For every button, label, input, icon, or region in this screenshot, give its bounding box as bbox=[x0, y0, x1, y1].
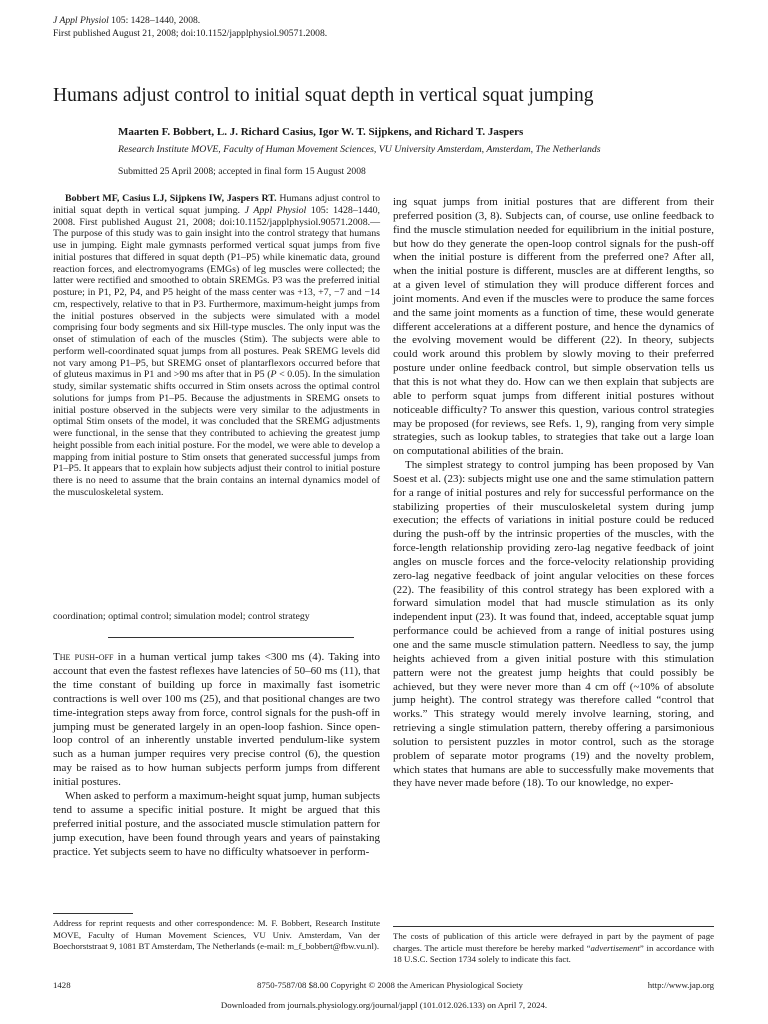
author-list: Maarten F. Bobbert, L. J. Richard Casius, Igor W. T. Sijpkens, and Richard T. Jaspers bbox=[118, 126, 524, 138]
footnote-italic: advertisement bbox=[590, 942, 640, 953]
abstract-journal: J Appl Physiol bbox=[244, 204, 307, 216]
footnote-rule-right bbox=[393, 926, 714, 927]
section-divider bbox=[108, 637, 354, 638]
abstract-text-3: < 0.05). In the simulation study, similar systematic shifts occurred in Stim onsets across the optimal control solutions for jumps from P1–P5. Because the adjustments in SREMG onsets to initial posture observed in the subjects were very similar to the adjustments in optimal Stim onsets of the model, it was concluded that the SREMG adjustments were functional, in the sense that they contributed to achieving the greatest jump height possible from each initial posture. For the model, we were able to develop a mapping from initial posture to Stim onsets that generated successful jumps from P1–P5. It appears that to explain how subjects adjust their control to initial posture there is no need to assume that the brain contains an internal dynamics model of the musculoskeletal system. bbox=[53, 369, 380, 498]
body-column-right bbox=[393, 196, 714, 791]
lead-smallcaps: The push-off bbox=[53, 651, 114, 663]
abstract-text-2: 105: 1428–1440, 2008. First published August 21, 2008; doi:10.1152/japplphysiol.90571.2008.—The purpose of this study was to gain insight into the control strategy that humans use in jumping. Eight male gymnasts performed vertical squat jumps from five initial postures that differed in squat depth (P1–P5) while kinematic data, ground reaction forces, and electromyograms (EMGs) of leg muscles were collected; the latter were rectified and smoothed to obtain SREMGs. P3 was the preferred initial posture; in P1, P2, P4, and P5 height of the mass center was +13, +7, −7 and −14 cm, respectively, relative to that in P3. Furthermore, maximum-height jumps from the initial postures observed in the subjects were simulated with a model comprising four body segments and six Hill-type muscles. The only input was the onset of stimulation of each of the muscles (Stim). The subjects were able to perform well-coordinated squat jumps from all postures. Peak SREMG levels did not vary among P1–P5, but SREMG onset of plantarflexors occurred before that of gluteus maximus in P1 and >90 ms after that in P5 ( bbox=[53, 204, 380, 381]
running-header bbox=[53, 14, 327, 40]
body-column-left bbox=[53, 651, 380, 860]
footnote-rule-left bbox=[53, 913, 133, 914]
page-number: 1428 bbox=[53, 980, 71, 990]
journal-name: J Appl Physiol bbox=[53, 15, 109, 26]
abstract-authors: Bobbert MF, Casius LJ, Sijpkens IW, Jaspers RT. bbox=[65, 193, 277, 204]
paragraph: When asked to perform a maximum-height squat jump, human subjects tend to assume a specific initial posture. It might be argued that this preferred initial posture, and the associated muscle stimulation pattern for jump execution, have been found through years and years of painstaking practice. Yet subjects seem to have no difficulty whatsoever in perform- bbox=[53, 790, 380, 858]
footnote-text-b: ” in accordance with 18 U.S.C. Section 1734 solely to indicate this fact. bbox=[393, 942, 714, 965]
abstract bbox=[53, 193, 380, 499]
journal-citation: 105: 1428–1440, 2008. bbox=[108, 15, 201, 26]
publication-line: First published August 21, 2008; doi:10.1152/japplphysiol.90571.2008. bbox=[53, 28, 328, 39]
copyright-line: 8750-7587/08 $8.00 Copyright © 2008 the American Physiological Society bbox=[257, 980, 523, 990]
abstract-text-1: Humans adjust control to initial squat depth in vertical squat jumping. bbox=[53, 193, 381, 216]
paragraph: ing squat jumps from initial postures that are different from their preferred position (3, 8). Subjects can, of course, use online feedback to find the muscle stimulation needed for equilibrium in the initial posture, but how do they generate the open-loop control signals for the push-off when the initial posture is different from the preferred one? After all, when the initial posture is different, muscles are at different lengths, so at a given level of stimulation they will produce different forces and joint moments. And even if the muscles were to produce the same forces and the same joint moments as a function of time, these would generate different accelerations at a different posture, and hence the dynamics of the evolving movement would be different (22). In theory, subjects could work around this problem by slowly moving to their preferred posture under online feedback control, but simple observation tells us that this is not what they do. How can we then explain that subjects are able to perform squat jumps from different initial postures without noticeable difficulty? To answer this question, various control strategies may be proposed (for reviews, see Refs. 1, 9), ranging from very simple strategies, such as lookup tables, to strategies that take out a large loan on computational abilities of the brain. bbox=[393, 196, 714, 458]
paragraph: in a human vertical jump takes <300 ms (4). Taking into account that even the fastest reflexes have latencies of 50–60 ms (11), that the time constant of building up force in maximally fast isometric contractions is well over 100 ms (25), and that positional changes are two time-integration steps away from force, control signals for the push-off in jumping must be generated largely in an open-loop fashion. Since open-loop control of an inherently unstable inverted pendulum-like system such as a human jumper requires very precise control (6), the question may be raised as to how human subjects perform jumps from different initial postures. bbox=[53, 651, 380, 789]
footnote-text-a: The costs of publication of this article were defrayed in part by the payment of page charges. The article must therefore be hereby marked “ bbox=[393, 931, 714, 953]
correspondence-footnote: Address for reprint requests and other correspondence: M. F. Bobbert, Research Institute MOVE, Faculty of Human Movement Sciences, VU Univ. Amsterdam, Van der Boechorststraat 9, 1081 BT Amsterdam, The Netherlands (e-mail: m_f_bobbert@fbw.vu.nl). bbox=[53, 918, 380, 952]
publication-cost-footnote bbox=[393, 931, 714, 966]
affiliation: Research Institute MOVE, Faculty of Human Movement Sciences, VU University Amsterdam, Amsterdam, The Netherlands bbox=[118, 144, 601, 155]
abstract-p-symbol: P bbox=[270, 369, 277, 381]
journal-url-link[interactable]: http://www.jap.org bbox=[647, 980, 714, 990]
paragraph: The simplest strategy to control jumping has been proposed by Van Soest et al. (23): subjects might use one and the same stimulation pattern for a range of initial postures and rely for successful performance on the stabilizing properties of their musculoskeletal system during jump execution; the effects of variations in initial posture could be reduced during the push-off by the intrinsic properties of the muscles, with the force-length relationship providing zero-lag negative feedback of joint angles on muscle forces and the force-velocity relationship providing zero-lag negative feedback of joint angular velocities on these forces (22). The feasibility of this control strategy has been explored with a forward simulation model that had muscle stimulation as its only independent input (23). It was found that, indeed, acceptable squat jump performance could be achieved from a range of initial postures using one and the same muscle stimulation pattern. Needless to say, the jump heights achieved from a given initial posture with this stimulation pattern were not the greatest jump heights that could possibly be achieved, but they were never more than 4 cm off (~10% of absolute jump height). The control strategy was therefore called “control that works.” This strategy would merely involve learning, storing, and retrieving a single stimulation pattern, thereby offering a parsimonious solution to persistent puzzles in motor control, such as the storage problem of separate motor programs (19) and the novelty problem, which states that humans are able to successfully make movements that they have never made before (18). To our knowledge, no exper- bbox=[393, 459, 714, 790]
download-notice: Downloaded from journals.physiology.org/journal/jappl (101.012.026.133) on April 7, 2024. bbox=[220, 1000, 548, 1010]
submission-dates: Submitted 25 April 2008; accepted in final form 15 August 2008 bbox=[118, 166, 366, 177]
keywords: coordination; optimal control; simulation model; control strategy bbox=[53, 611, 310, 622]
article-title: Humans adjust control to initial squat depth in vertical squat jumping bbox=[53, 85, 594, 106]
